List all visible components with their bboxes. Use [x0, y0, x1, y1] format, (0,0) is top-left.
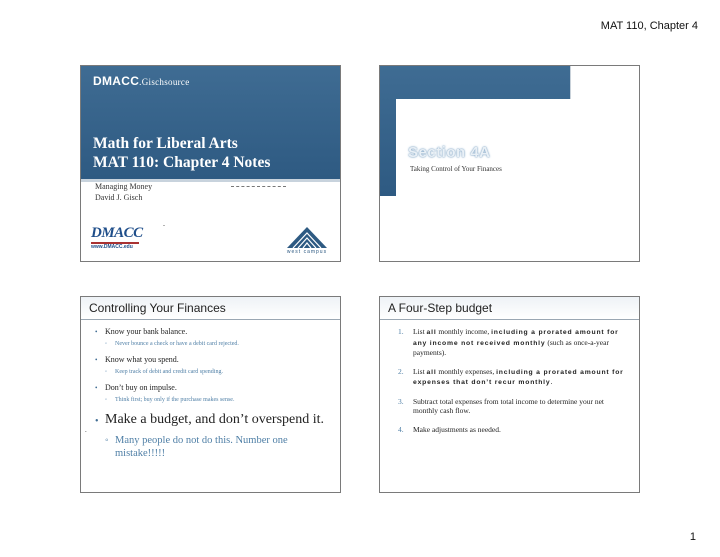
emphasis-sub-bullet: ◦ Many people do not do this. Number one mistake!!!!! [93, 434, 331, 460]
bullet-item: • Know your bank balance. [93, 327, 331, 337]
bullet-item: • Know what you spend. [93, 355, 331, 365]
dashed-divider [231, 186, 286, 187]
dot-mark: . [85, 426, 87, 434]
finance-bullet-list [93, 327, 331, 460]
sub-bullet-item: ◦ Keep track of debit and credit card spending. [93, 368, 331, 376]
dmacc-header-logo [93, 74, 190, 88]
logo-main: DMACC [93, 74, 140, 88]
budget-step-list [390, 327, 630, 443]
step-emphasis: all [426, 329, 437, 336]
slide-heading: Controlling Your Finances [89, 301, 226, 315]
step-emphasis: including a prorated amount for expenses that don’t recur monthly [413, 368, 624, 386]
section-band-corner [570, 66, 640, 99]
slide-section [379, 65, 640, 262]
bullet-item: • Don’t buy on impulse. [93, 383, 331, 393]
step-text: monthly expenses, [436, 366, 497, 376]
dmacc-logo-text: DMACC [91, 225, 143, 241]
dmacc-logo [91, 226, 149, 256]
step-number: 3. [398, 396, 404, 406]
west-campus-mark-icon [279, 224, 335, 250]
step-text: Subtract total expenses from total income to determine your net monthly cash flow. [413, 396, 604, 415]
section-title: Section 4A [408, 144, 491, 161]
sub-bullet-item: ◦ Think first; buy only if the purchase makes sense. [93, 396, 331, 404]
slide-header-bar [81, 297, 340, 320]
sub-bullet-item: ◦ Never bounce a check or have a debit card rejected. [93, 340, 331, 348]
slide-title-text [93, 134, 270, 172]
step-number: 2. [398, 366, 404, 376]
page-header: MAT 110, Chapter 4 [600, 20, 698, 32]
step-text: (such as once-a-year payments). [413, 337, 609, 357]
page-number: 1 [689, 531, 696, 543]
step-text: . [550, 377, 553, 386]
budget-step [390, 367, 630, 388]
step-text: List [413, 327, 427, 336]
west-campus-text: west campus [286, 249, 328, 255]
subtitle-line-2: David J. Gisch [95, 193, 143, 202]
step-text: Make adjustments as needed. [413, 424, 501, 434]
step-emphasis: all [426, 368, 437, 376]
step-number: 4. [398, 424, 404, 434]
step-text: List [413, 366, 427, 376]
slide-subtitle [95, 181, 152, 203]
section-content-area [396, 99, 626, 259]
dmacc-url: www.DMACC.edu [91, 244, 133, 250]
budget-step [390, 397, 630, 416]
subtitle-line-1: Managing Money [95, 182, 153, 191]
budget-step [390, 327, 630, 358]
dot-mark: . [163, 219, 165, 228]
logo-sub: .Gischsource [139, 77, 190, 87]
step-text: monthly income, [436, 327, 492, 336]
west-campus-logo [279, 224, 335, 258]
slide-heading: A Four-Step budget [388, 301, 493, 315]
slide-controlling-finances [80, 296, 341, 493]
title-line-2: MAT 110: Chapter 4 Notes [93, 154, 271, 171]
slide-header-bar [380, 297, 639, 320]
section-subtitle: Taking Control of Your Finances [410, 165, 502, 173]
slide-four-step-budget [379, 296, 640, 493]
budget-step [390, 425, 630, 435]
title-line-1: Math for Liberal Arts [93, 135, 238, 152]
step-emphasis: including a prorated amount for any income not received monthly [413, 329, 619, 347]
slide-title [80, 65, 341, 262]
step-number: 1. [398, 327, 404, 336]
emphasis-bullet: • Make a budget, and don’t overspend it. [93, 411, 331, 428]
